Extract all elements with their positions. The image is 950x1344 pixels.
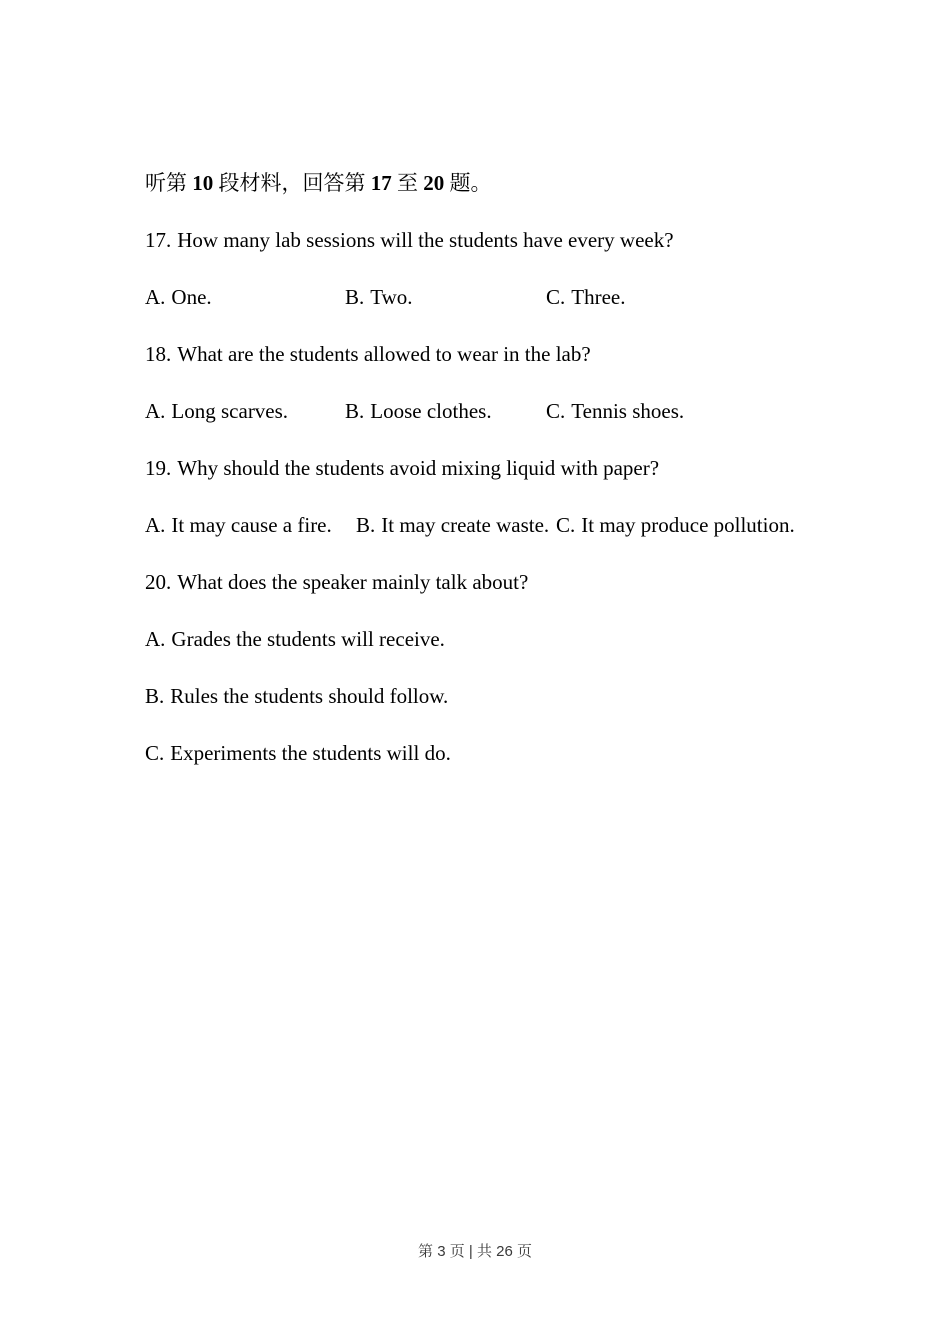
- instruction-material-number: 10: [192, 171, 214, 195]
- question-18-options: [145, 393, 845, 429]
- option-c: [556, 507, 795, 543]
- question-20-option-a: [145, 621, 845, 657]
- option-text: It may produce pollution.: [581, 513, 795, 537]
- option-text: Loose clothes.: [370, 399, 492, 423]
- instruction-text: 段材料，回答第: [213, 171, 371, 195]
- question-20-option-b: [145, 678, 845, 714]
- option-label: A.: [145, 285, 166, 309]
- option-label: C.: [145, 741, 165, 765]
- section-instruction: [145, 165, 845, 201]
- option-c: [546, 393, 684, 429]
- option-label: B.: [356, 513, 376, 537]
- option-label: A.: [145, 513, 166, 537]
- option-text: One.: [171, 285, 212, 309]
- option-label: C.: [556, 513, 576, 537]
- question-17: [145, 222, 845, 258]
- instruction-text: 至: [391, 171, 424, 195]
- question-number: 20.: [145, 570, 172, 594]
- option-a: [145, 279, 212, 315]
- option-b: [356, 507, 549, 543]
- instruction-text: 题。: [444, 171, 492, 195]
- question-number: 19.: [145, 456, 172, 480]
- listening-question-section: [145, 144, 845, 792]
- option-text: Grades the students will receive.: [171, 627, 445, 651]
- option-label: C.: [546, 285, 566, 309]
- question-text: What are the students allowed to wear in the lab?: [177, 342, 591, 366]
- option-label: A.: [145, 627, 166, 651]
- option-text: Experiments the students will do.: [170, 741, 451, 765]
- question-text: What does the speaker mainly talk about?: [177, 570, 529, 594]
- question-text: Why should the students avoid mixing liquid with paper?: [177, 456, 660, 480]
- question-number: 18.: [145, 342, 172, 366]
- option-text: Tennis shoes.: [571, 399, 685, 423]
- option-b: [345, 279, 413, 315]
- instruction-question-start: 17: [370, 171, 392, 195]
- option-b: [345, 393, 492, 429]
- question-20-option-c: [145, 735, 845, 771]
- question-19: [145, 450, 845, 486]
- instruction-text: 听第: [145, 171, 193, 195]
- option-label: B.: [145, 684, 165, 708]
- option-text: Long scarves.: [171, 399, 289, 423]
- question-18: [145, 336, 845, 372]
- option-label: B.: [345, 285, 365, 309]
- option-label: C.: [546, 399, 566, 423]
- question-17-options: [145, 279, 845, 315]
- page-footer: [0, 1241, 950, 1263]
- question-text: How many lab sessions will the students have every week?: [177, 228, 674, 252]
- option-label: A.: [145, 399, 166, 423]
- option-text: Rules the students should follow.: [170, 684, 449, 708]
- option-text: It may cause a fire.: [171, 513, 332, 537]
- option-text: Three.: [571, 285, 626, 309]
- page-number-indicator: 第 3 页 | 共 26 页: [418, 1243, 532, 1260]
- option-text: Two.: [370, 285, 413, 309]
- option-a: [145, 507, 332, 543]
- question-19-options: [145, 507, 845, 543]
- question-number: 17.: [145, 228, 172, 252]
- option-label: B.: [345, 399, 365, 423]
- instruction-question-end: 20: [423, 171, 445, 195]
- option-c: [546, 279, 625, 315]
- option-text: It may create waste.: [381, 513, 550, 537]
- option-a: [145, 393, 288, 429]
- question-20: [145, 564, 845, 600]
